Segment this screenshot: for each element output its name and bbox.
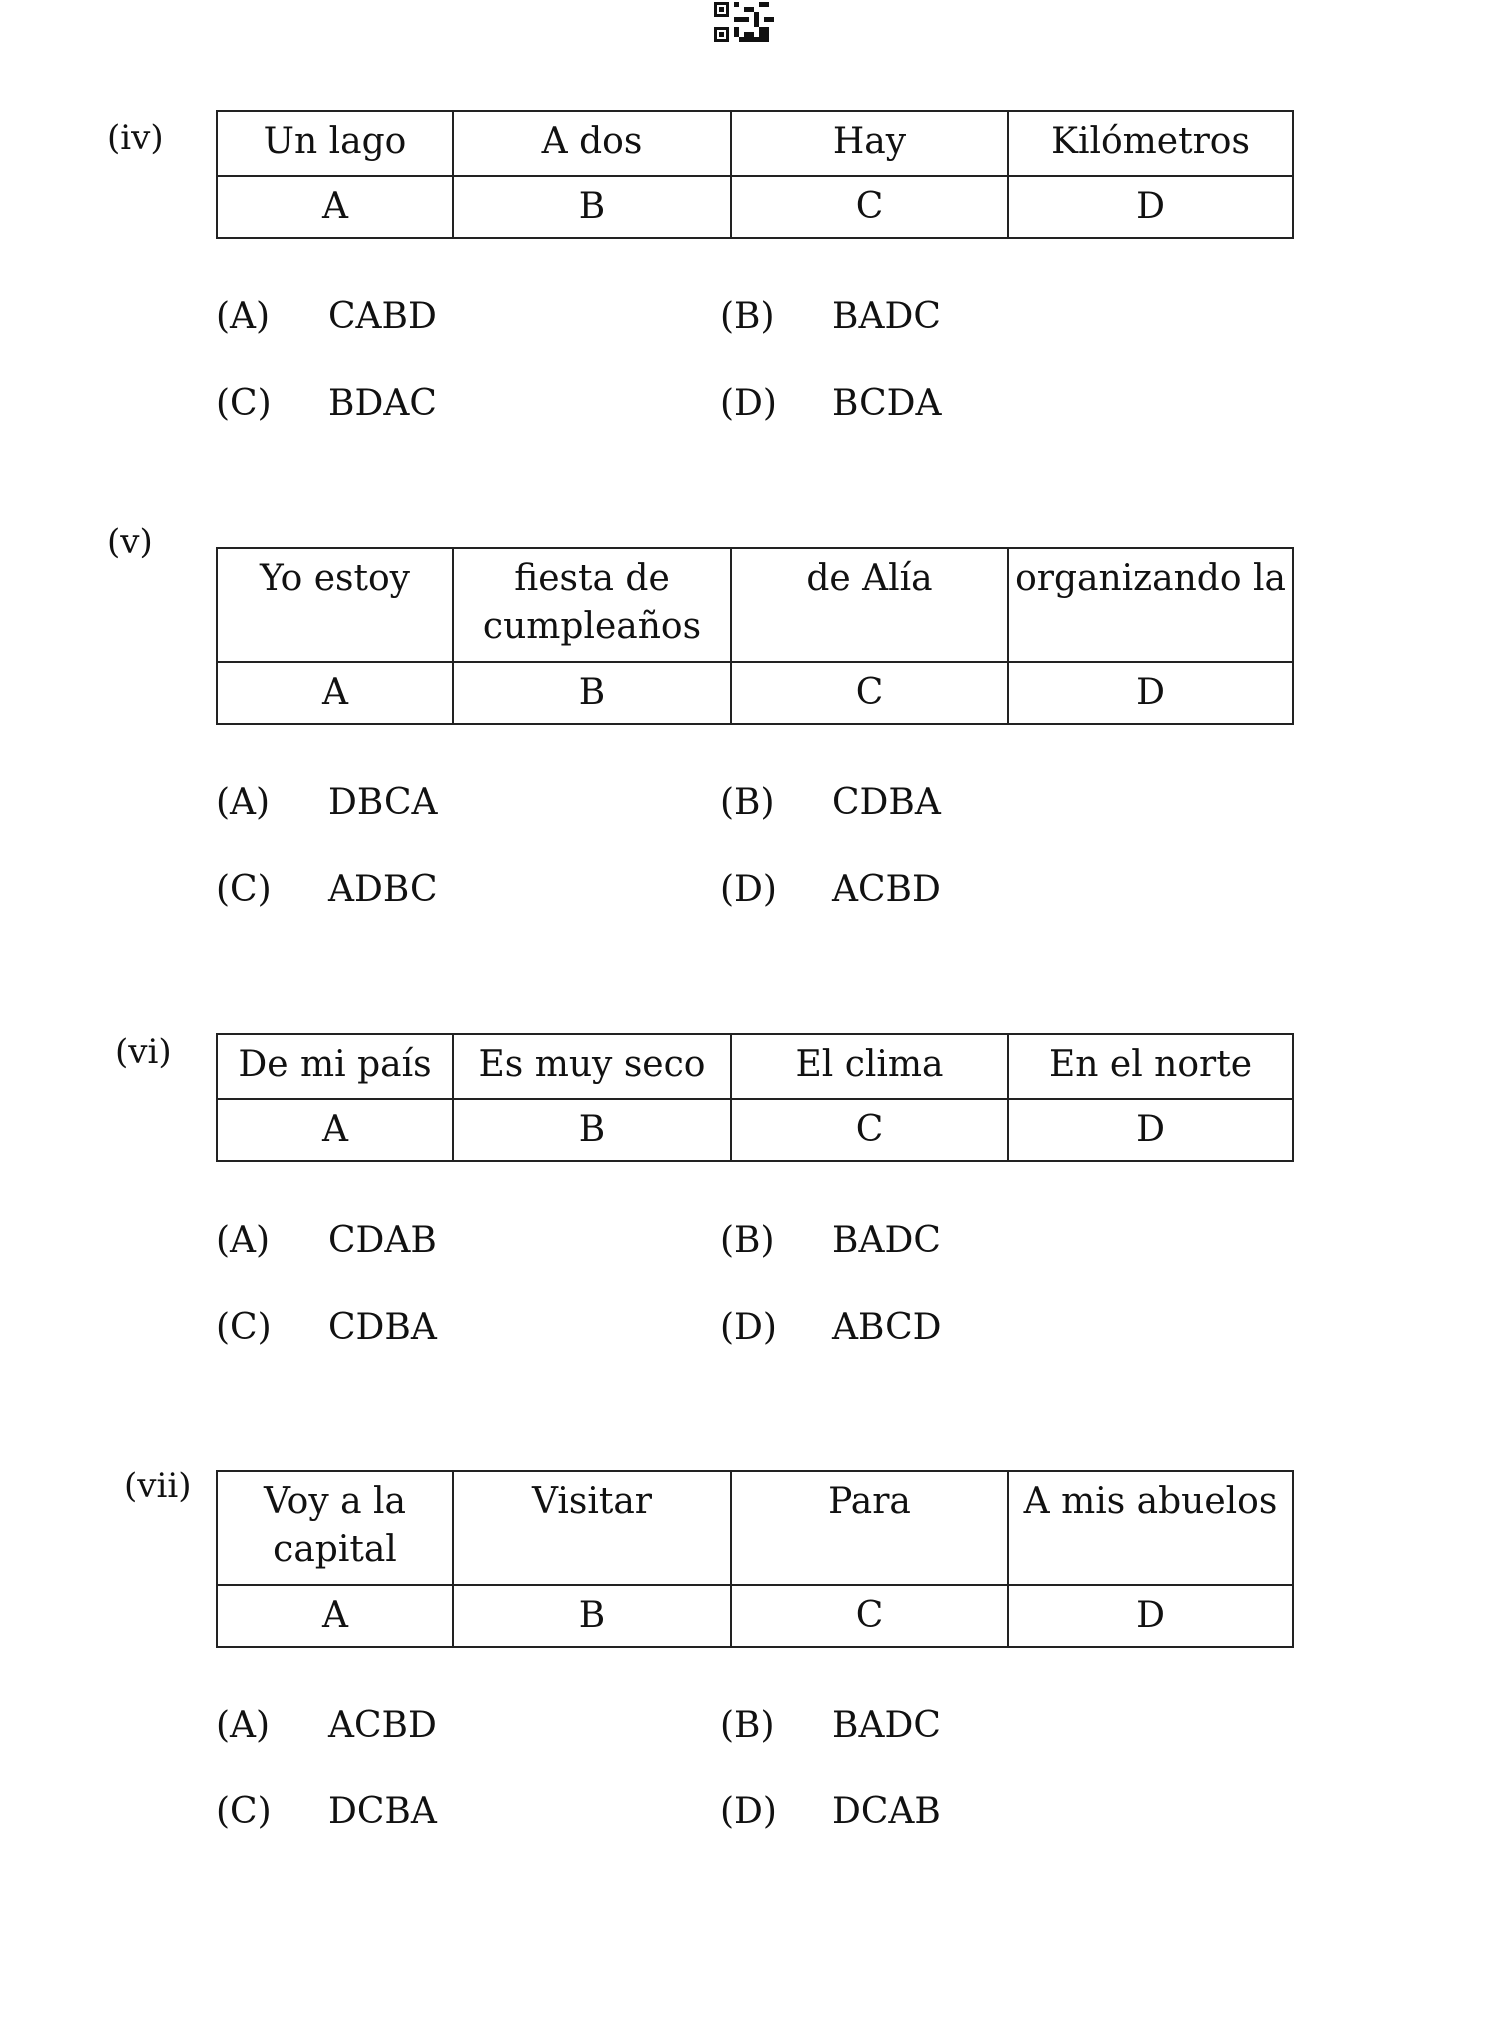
- option-label: (A): [216, 296, 271, 337]
- word-order-table: [216, 1033, 1294, 1162]
- letter-cell: B: [453, 1585, 731, 1647]
- word-cell: Es muy seco: [453, 1034, 731, 1099]
- word-cell: fiesta de cumpleaños: [453, 548, 731, 662]
- option-label: (B): [720, 1705, 775, 1746]
- question-number: (v): [107, 522, 153, 562]
- letter-cell: C: [731, 662, 1008, 724]
- letter-cell: B: [453, 176, 731, 238]
- option-value: ACBD: [328, 1705, 437, 1746]
- word-order-table: [216, 1470, 1294, 1648]
- letter-cell: D: [1008, 1099, 1293, 1161]
- option-value: CDBA: [328, 1307, 437, 1348]
- option-value: CABD: [328, 296, 437, 337]
- option-label: (B): [720, 1220, 775, 1261]
- qr-code: [714, 2, 774, 42]
- option-label: (C): [216, 1791, 272, 1832]
- word-cell: Un lago: [217, 111, 453, 176]
- option-value: CDAB: [328, 1220, 437, 1261]
- option-value: ADBC: [328, 869, 438, 910]
- word-cell: Voy a la capital: [217, 1471, 453, 1585]
- letter-cell: C: [731, 1099, 1008, 1161]
- option-label: (B): [720, 296, 775, 337]
- word-cell: Hay: [731, 111, 1008, 176]
- word-cell: De mi país: [217, 1034, 453, 1099]
- word-cell: Visitar: [453, 1471, 731, 1585]
- option-label: (B): [720, 782, 775, 823]
- option-value: BADC: [832, 1705, 941, 1746]
- letter-cell: C: [731, 176, 1008, 238]
- word-cell: Kilómetros: [1008, 111, 1293, 176]
- option-value: DCBA: [328, 1791, 437, 1832]
- word-cell: Yo estoy: [217, 548, 453, 662]
- option-value: DCAB: [832, 1791, 941, 1832]
- word-order-table: [216, 547, 1294, 725]
- letter-cell: A: [217, 1099, 453, 1161]
- option-label: (D): [720, 383, 777, 424]
- option-value: BCDA: [832, 383, 942, 424]
- letter-cell: D: [1008, 662, 1293, 724]
- option-value: ACBD: [832, 869, 941, 910]
- letter-cell: D: [1008, 176, 1293, 238]
- letter-cell: B: [453, 1099, 731, 1161]
- letter-cell: D: [1008, 1585, 1293, 1647]
- word-cell: A mis abuelos: [1008, 1471, 1293, 1585]
- option-label: (C): [216, 383, 272, 424]
- option-label: (A): [216, 1220, 271, 1261]
- option-label: (D): [720, 1791, 777, 1832]
- word-cell: organizando la: [1008, 548, 1293, 662]
- option-value: BDAC: [328, 383, 437, 424]
- question-number: (vii): [124, 1466, 192, 1506]
- question-number: (iv): [107, 118, 164, 158]
- word-cell: A dos: [453, 111, 731, 176]
- letter-cell: C: [731, 1585, 1008, 1647]
- letter-cell: B: [453, 662, 731, 724]
- option-value: BADC: [832, 1220, 941, 1261]
- word-cell: Para: [731, 1471, 1008, 1585]
- option-label: (A): [216, 1705, 271, 1746]
- option-value: ABCD: [832, 1307, 942, 1348]
- option-label: (C): [216, 1307, 272, 1348]
- option-label: (C): [216, 869, 272, 910]
- word-order-table: [216, 110, 1294, 239]
- question-number: (vi): [115, 1032, 172, 1072]
- option-value: CDBA: [832, 782, 941, 823]
- option-label: (A): [216, 782, 271, 823]
- word-cell: El clima: [731, 1034, 1008, 1099]
- word-cell: de Alía: [731, 548, 1008, 662]
- letter-cell: A: [217, 1585, 453, 1647]
- word-cell: En el norte: [1008, 1034, 1293, 1099]
- option-label: (D): [720, 869, 777, 910]
- letter-cell: A: [217, 662, 453, 724]
- option-value: DBCA: [328, 782, 438, 823]
- option-label: (D): [720, 1307, 777, 1348]
- option-value: BADC: [832, 296, 941, 337]
- letter-cell: A: [217, 176, 453, 238]
